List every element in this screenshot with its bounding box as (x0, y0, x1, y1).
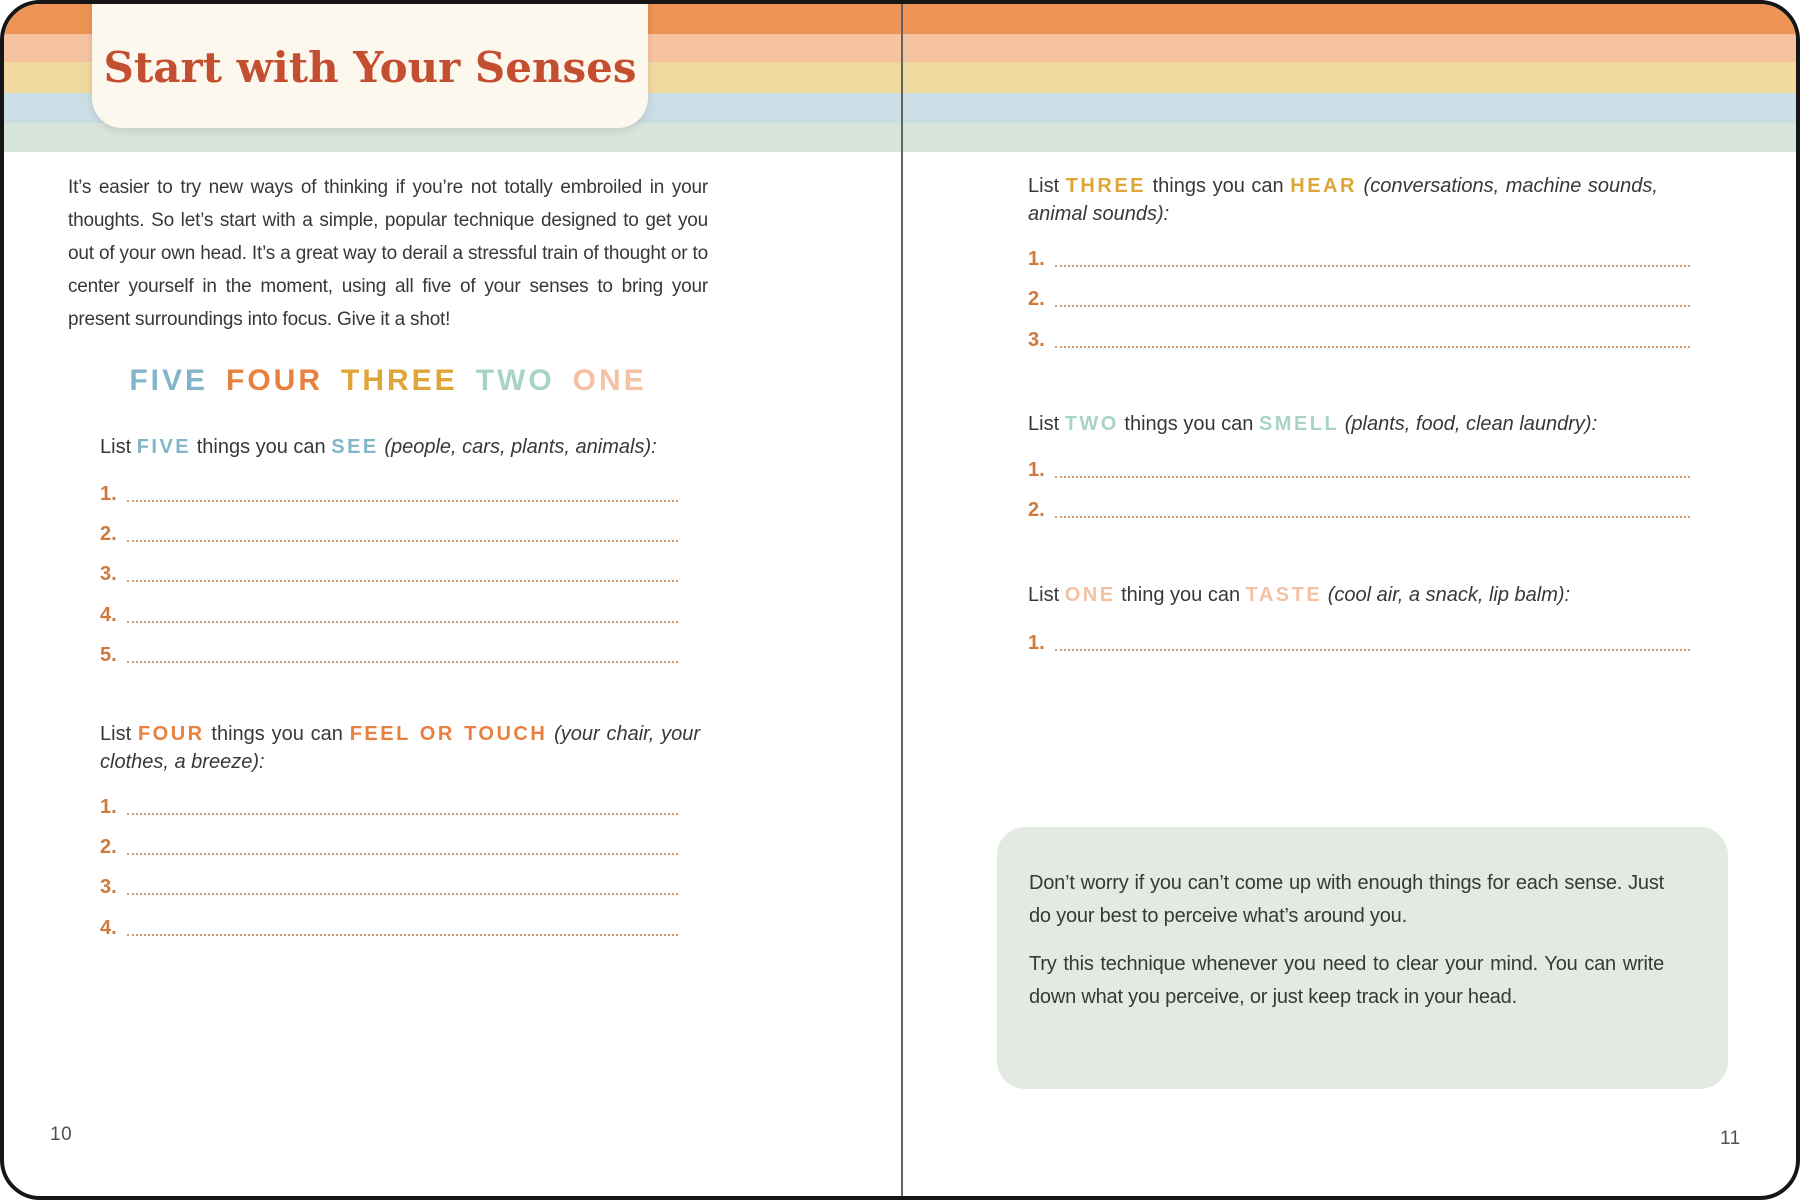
item-number: 2. (100, 523, 117, 545)
writing-line (1055, 251, 1690, 267)
item-number: 5. (100, 644, 117, 666)
page-title: Start with Your Senses (103, 42, 637, 92)
item-number: 2. (1028, 499, 1045, 521)
left-page-number: 10 (50, 1124, 73, 1145)
item-number: 1. (1028, 248, 1045, 270)
hear-item-3 (1028, 327, 1690, 351)
feel-item-3 (100, 874, 678, 898)
see-item-4 (100, 602, 678, 626)
feel-sense-word: FEEL OR TOUCH (349, 723, 548, 745)
feel-middle: things you can (204, 723, 350, 745)
smell-item-2 (1028, 497, 1690, 521)
writing-line (1055, 462, 1690, 478)
countdown-heading (68, 364, 708, 398)
taste-hint: (cool air, a snack, lip balm): (1322, 584, 1571, 606)
hear-hint: (conversations, machine sounds, animal sounds): (1028, 175, 1658, 225)
taste-item-1 (1028, 630, 1690, 654)
feel-item-4 (100, 915, 678, 939)
tip-box (997, 827, 1728, 1089)
smell-middle: things you can (1118, 413, 1259, 435)
writing-line (127, 607, 678, 623)
taste-middle: thing you can (1115, 584, 1246, 606)
hear-count-word: THREE (1065, 175, 1147, 197)
hear-prefix: List (1028, 175, 1066, 197)
countdown-word-one: ONE (572, 364, 647, 397)
smell-hint: (plants, food, clean laundry): (1339, 413, 1598, 435)
smell-count-word: TWO (1064, 413, 1119, 435)
item-number: 2. (100, 836, 117, 858)
countdown-word-five: FIVE (129, 364, 208, 397)
writing-line (127, 486, 678, 502)
see-prefix: List (100, 436, 137, 458)
feel-hint: (your chair, your clothes, a breeze): (100, 723, 701, 773)
writing-line (127, 799, 678, 815)
writing-line (1055, 291, 1690, 307)
see-item-3 (100, 561, 678, 585)
writing-line (127, 879, 678, 895)
writing-line (1055, 635, 1690, 651)
intro-paragraph: It’s easier to try new ways of thinking if you’re not totally embroiled in your thoughts. So let’s start with a simple, popular technique designed to get you out of your own head. It’s a great way to derail a stressful train of thought or to center yourself in the moment, using all five of your senses to bring your present surroundings into focus. Give it a shot! (68, 177, 708, 330)
see-hint: (people, cars, plants, animals): (378, 436, 657, 458)
chapter-title-card (92, 0, 648, 128)
see-item-5 (100, 642, 678, 666)
item-number: 2. (1028, 288, 1045, 310)
taste-prefix: List (1028, 584, 1065, 606)
item-number: 1. (100, 483, 117, 505)
writing-line (127, 839, 678, 855)
see-sense-word: SEE (331, 436, 379, 458)
item-number: 4. (100, 917, 117, 939)
see-section-heading (100, 433, 720, 461)
hear-section-heading (1028, 172, 1658, 228)
hear-item-1 (1028, 246, 1690, 270)
smell-sense-word: SMELL (1258, 413, 1340, 435)
writing-line (127, 526, 678, 542)
hear-item-2 (1028, 286, 1690, 310)
see-count-word: FIVE (136, 436, 192, 458)
smell-prefix: List (1028, 413, 1065, 435)
countdown-word-two: TWO (475, 364, 555, 397)
tip-paragraph-2: Try this technique whenever you need to clear your mind. You can write down what you perceive, or just keep track in your head. (1029, 953, 1664, 1008)
writing-line (127, 920, 678, 936)
countdown-word-three: THREE (341, 364, 458, 397)
tip-paragraph-1: Don’t worry if you can’t come up with enough things for each sense. Just do your best to perceive what’s around you. (1029, 872, 1664, 927)
item-number: 3. (100, 876, 117, 898)
item-number: 1. (1028, 459, 1045, 481)
right-page-number: 11 (1720, 1128, 1741, 1149)
feel-count-word: FOUR (137, 723, 205, 745)
feel-item-1 (100, 794, 678, 818)
smell-item-1 (1028, 457, 1690, 481)
see-item-1 (100, 481, 678, 505)
taste-section-heading (1028, 581, 1658, 609)
hear-middle: things you can (1146, 175, 1291, 197)
writing-line (127, 647, 678, 663)
taste-count-word: ONE (1064, 584, 1116, 606)
item-number: 3. (1028, 329, 1045, 351)
item-number: 1. (100, 796, 117, 818)
see-middle: things you can (191, 436, 332, 458)
feel-section-heading (100, 720, 700, 776)
writing-line (1055, 502, 1690, 518)
smell-section-heading (1028, 410, 1658, 438)
feel-item-2 (100, 834, 678, 858)
item-number: 1. (1028, 632, 1045, 654)
see-item-2 (100, 521, 678, 545)
item-number: 4. (100, 604, 117, 626)
writing-line (1055, 332, 1690, 348)
writing-line (127, 566, 678, 582)
feel-prefix: List (100, 723, 138, 745)
countdown-word-four: FOUR (226, 364, 323, 397)
item-number: 3. (100, 563, 117, 585)
hear-sense-word: HEAR (1290, 175, 1357, 197)
taste-sense-word: TASTE (1245, 584, 1323, 606)
page-gutter-divider (901, 4, 903, 1196)
